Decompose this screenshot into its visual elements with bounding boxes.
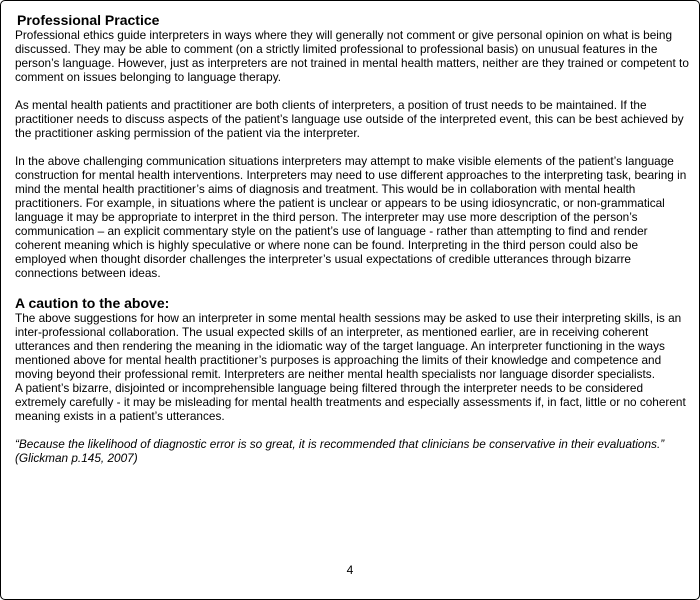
paragraph-spacer [15,140,690,154]
paragraph-challenging-situations: In the above challenging communication situations interpreters may attempt to make visible elements of the patient’s language construction for mental health interventions. Interpreters may need to use different approaches to the interpreting task, bearing in mind the mental health practitioner’s aims of diagnosis and treatment. This would be in collaboration with mental health practitioners. For example, in situations where the patient is unclear or appears to be using idiosyncratic, or non-grammatical language it may be appropriate to interpret in the third person. The interpreter may use more description of the person’s communication – an explicit commentary style on the patient’s use of language - rather than attempting to find and render coherent meaning which is highly speculative or where none can be found. Interpreting in the third person could also be employed when thought disorder challenges the interpreter’s usual expectations of credible utterances through bizarre connections between ideas. [15,154,687,280]
paragraph-spacer [15,280,690,295]
paragraph-spacer [15,84,690,98]
paragraph-ethics: Professional ethics guide interpreters in ways where they will generally not comment or give personal opinion on what is being discussed. They may be able to comment (on a strictly limited professional to professional basis) on unusual features in the person’s language. However, just as interpreters are not trained in mental health matters, neither are they trained or competent to comment on issues belonging to language therapy. [15,28,689,84]
paragraph-inter-professional: The above suggestions for how an interpreter in some mental health sessions may be asked to use their interpreting skills, is an inter-professional collaboration. The usual expected skills of an interpreter, as mentioned earlier, are in receiving coherent utterances and then rendering the meaning in the idiomatic way of the target language. An interpreter functioning in the ways mentioned above for mental health practitioner’s purposes is approaching the limits of their knowledge and competence and moving beyond their professional remit. Interpreters are neither mental health specialists nor language disorder specialists. [15,311,682,381]
section-heading-professional-practice: Professional Practice [17,12,160,28]
citation-quote: “Because the likelihood of diagnostic error is so great, it is recommended that clinicians be conservative in their evaluations.” (Glickman p.145, 2007) [15,437,665,465]
paragraph-bizarre-language: A patient’s bizarre, disjointed or incomprehensible language being filtered through the interpreter needs to be considered extremely carefully - it may be misleading for mental health treatments and especially assessments if, in fact, little or no coherent meaning exists in a patient’s utterances. [15,381,686,423]
section-heading-caution: A caution to the above: [15,295,170,311]
paragraph-trust: As mental health patients and practitioner are both clients of interpreters, a position of trust needs to be maintained. If the practitioner needs to discuss aspects of the patient’s language use outside of the interpreted event, this can be best achieved by the practitioner asking permission of the patient via the interpreter. [15,98,684,140]
paragraph-spacer [15,423,690,437]
page-number: 4 [346,563,354,577]
document-body [15,12,690,465]
